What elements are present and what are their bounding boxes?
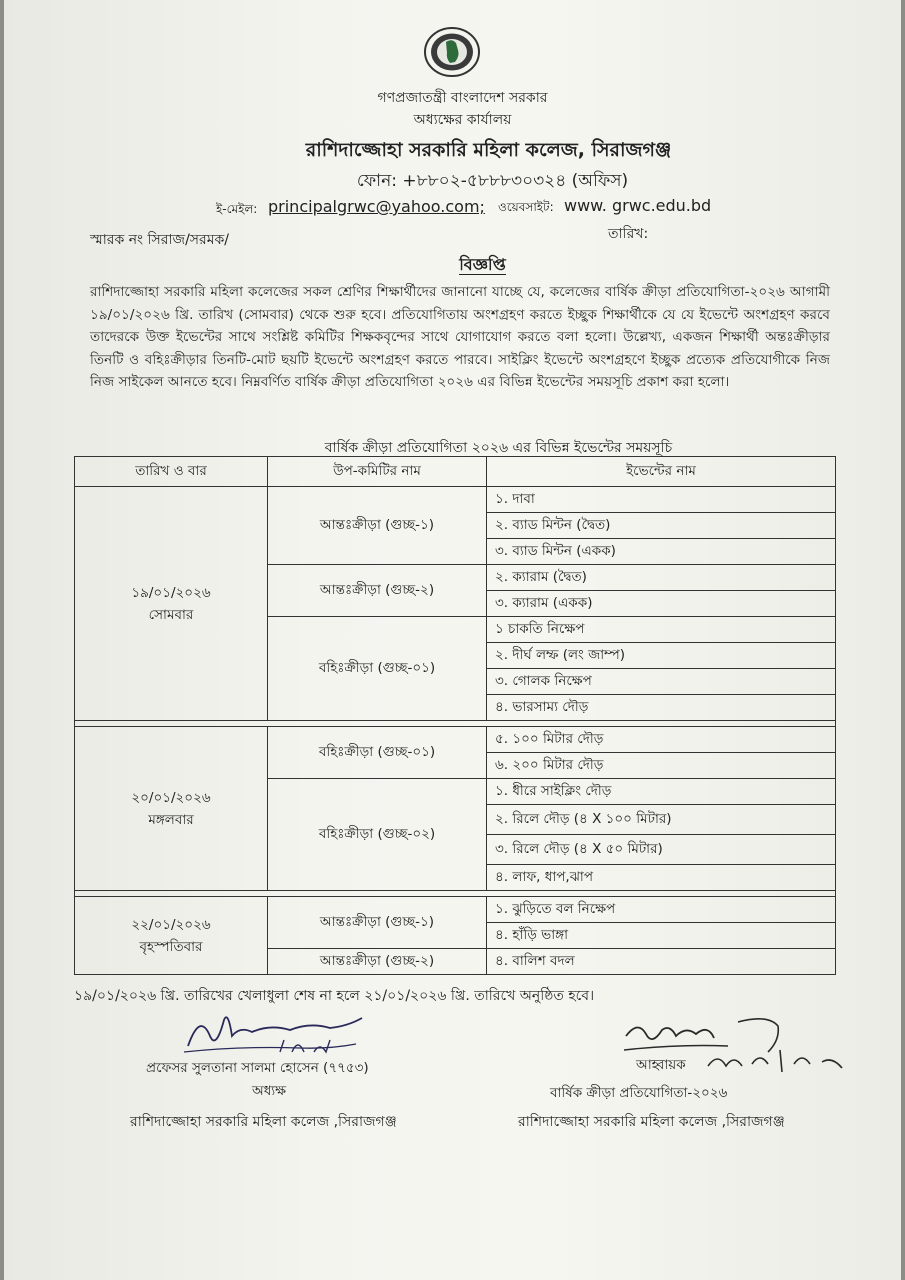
- table-row: [75, 487, 836, 513]
- day1-date-cell: [75, 487, 268, 721]
- convener-event: বার্ষিক ক্রীড়া প্রতিযোগিতা-২০২৬: [550, 1085, 728, 1101]
- event-cell: ১. দাবা: [487, 487, 836, 513]
- day2-group1: বহিঃক্রীড়া (গুচ্ছ-০১): [268, 727, 487, 779]
- day2-date-cell: [75, 727, 268, 891]
- event-cell: ৫. ১০০ মিটার দৌড়: [487, 727, 836, 753]
- day3-date: ২২/০১/২০২৬: [131, 916, 211, 933]
- principal-signature-icon: [180, 1006, 370, 1064]
- event-cell: ৩. রিলে দৌড় (৪ X ৫০ মিটার): [487, 835, 836, 865]
- day1-group1: আন্তঃক্রীড়া (গুচ্ছ-১): [268, 487, 487, 565]
- date-label: তারিখ:: [608, 226, 649, 242]
- event-cell: ৬. ২০০ মিটার দৌড়: [487, 753, 836, 779]
- table-row: [75, 897, 836, 923]
- schedule-table: [74, 456, 836, 975]
- event-cell: ২. ব্যাড মিন্টন (দ্বৈত): [487, 513, 836, 539]
- government-seal-icon: [422, 26, 482, 78]
- day1-date: ১৯/০১/২০২৬: [131, 584, 211, 601]
- day1-group2: আন্তঃক্রীড়া (গুচ্ছ-২): [268, 565, 487, 617]
- event-cell: ১ চাকতি নিক্ষেপ: [487, 617, 836, 643]
- event-cell: ৪. হাঁড়ি ভাঙ্গা: [487, 923, 836, 949]
- convener-org: রাশিদাজ্জোহা সরকারি মহিলা কলেজ ,সিরাজগঞ্জ: [518, 1114, 785, 1130]
- event-cell: ৪. ভারসাম্য দৌড়: [487, 695, 836, 721]
- notice-title-text: বিজ্ঞপ্তি: [459, 255, 506, 274]
- event-cell: ২. ক্যারাম (দ্বৈত): [487, 565, 836, 591]
- header-date-day: তারিখ ও বার: [75, 457, 268, 487]
- day2-date: ২০/০১/২০২৬: [131, 789, 211, 806]
- day2-day: মঙ্গলবার: [148, 811, 194, 828]
- day3-group1: আন্তঃক্রীড়া (গুচ্ছ-১): [268, 897, 487, 949]
- event-cell: ২. দীর্ঘ লম্ফ (লং জাম্প): [487, 643, 836, 669]
- notice-body: রাশিদাজ্জোহা সরকারি মহিলা কলেজের সকল শ্রেণির শিক্ষার্থীদের জানানো যাচ্ছে যে, কলেজের বার্ষিক ক্রীড়া প্রতিযোগিতা-২০২৬ আগামী ১৯/০১/২০২৬ খ্রি. তারিখ (সোমবার) থেকে শুরু হবে। প্রতিযোগিতায় অংশগ্রহণ করতে ইচ্ছুক শিক্ষার্থীকে যে যে ইভেন্টে অংশগ্রহণ করবে তাদেরকে উক্ত ইভেন্টের সাথে সংশ্লিষ্ট কমিটির শিক্ষকবৃন্দের সাথে যোগাযোগ করতে বলা হলো। উল্লেখ্য, একজন শিক্ষার্থী অন্তঃক্রীড়ার তিনটি ও বহিঃক্রীড়ার তিনটি-মোট ছয়টি ইভেন্টে অংশগ্রহণ করতে পারবে। সাইক্লিং ইভেন্টে অংশগ্রহণে ইচ্ছুক প্রত্যেক প্রতিযোগীকে নিজ নিজ সাইকেল আনতে হবে। নিম্নবর্ণিত বার্ষিক ক্রীড়া প্রতিযোগিতা ২০২৬ এর বিভিন্ন ইভেন্টের সময়সূচি প্রকাশ করা হলো।: [90, 284, 831, 391]
- principal-role: অধ্যক্ষ: [252, 1083, 287, 1099]
- day3-date-cell: [75, 897, 268, 975]
- event-cell: ২. রিলে দৌড় (৪ X ১০০ মিটার): [487, 805, 836, 835]
- day3-group2: আন্তঃক্রীড়া (গুচ্ছ-২): [268, 949, 487, 975]
- event-cell: ৩. ব্যাড মিন্টন (একক): [487, 539, 836, 565]
- event-cell: ১. ধীরে সাইক্লিং দৌড়: [487, 779, 836, 805]
- day1-group3: বহিঃক্রীড়া (গুচ্ছ-০১): [268, 617, 487, 721]
- event-cell: ৪. বালিশ বদল: [487, 949, 836, 975]
- principal-name: প্রফেসর সুলতানা সালমা হোসেন (৭৭৫৩): [146, 1060, 369, 1076]
- event-cell: ১. ঝুড়িতে বল নিক্ষেপ: [487, 897, 836, 923]
- phone-number: ফোন: +৮৮০২-৫৮৮৮৩০৩২৪ (অফিস): [356, 171, 629, 191]
- memo-number: স্মারক নং সিরাজ/সরমক/: [90, 232, 230, 248]
- email-link[interactable]: principalgrwc@yahoo.com;: [268, 197, 485, 216]
- college-name: রাশিদাজ্জোহা সরকারি মহিলা কলেজ, সিরাজগঞ্জ: [305, 139, 672, 161]
- day1-day: সোমবার: [148, 606, 194, 623]
- event-cell: ৩. গোলক নিক্ষেপ: [487, 669, 836, 695]
- notice-title: [4, 252, 905, 279]
- event-cell: ৪. লাফ, ধাপ,ঝাপ: [487, 865, 836, 891]
- table-header-row: [75, 457, 836, 487]
- table-row: [75, 727, 836, 753]
- office-name: অধ্যক্ষের কার্যালয়: [413, 112, 512, 128]
- website-link[interactable]: www. grwc.edu.bd: [564, 196, 712, 215]
- schedule-title: বার্ষিক ক্রীড়া প্রতিযোগিতা ২০২৬ এর বিভিন্ন ইভেন্টের সময়সূচি: [324, 440, 673, 456]
- website-label: ওয়েবসাইট:: [498, 200, 554, 214]
- convener-role: আহ্বায়ক: [636, 1057, 686, 1073]
- day3-day: বৃহস্পতিবার: [139, 938, 203, 955]
- notice-page: [4, 0, 901, 1280]
- header-event: ইভেন্টের নাম: [487, 457, 836, 487]
- email-label: ই-মেইল:: [216, 202, 258, 216]
- event-cell: ৩. ক্যারাম (একক): [487, 591, 836, 617]
- header-subcommittee: উপ-কমিটির নাম: [268, 457, 487, 487]
- footer-note: ১৯/০১/২০২৬ খ্রি. তারিখের খেলাধুলা শেষ না হলে ২১/০১/২০২৬ খ্রি. তারিখে অনুষ্ঠিত হবে।: [74, 988, 595, 1004]
- principal-org: রাশিদাজ্জোহা সরকারি মহিলা কলেজ ,সিরাজগঞ্জ: [130, 1114, 397, 1130]
- day2-group2: বহিঃক্রীড়া (গুচ্ছ-০২): [268, 779, 487, 891]
- govt-name: গণপ্রজাতন্ত্রী বাংলাদেশ সরকার: [377, 90, 548, 106]
